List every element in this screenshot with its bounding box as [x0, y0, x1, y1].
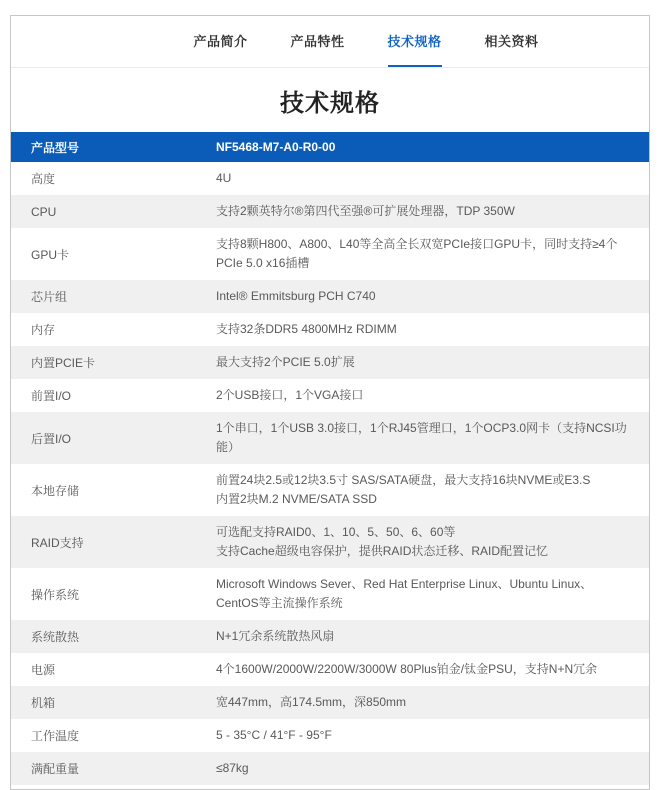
spec-row	[11, 412, 649, 464]
spec-row	[11, 464, 649, 516]
spec-row	[11, 620, 649, 653]
spec-label: 电源	[31, 663, 56, 677]
spec-row	[11, 719, 649, 752]
spec-row	[11, 379, 649, 412]
spec-label: 机箱	[31, 696, 56, 710]
tab-product-intro[interactable]: 产品简介	[193, 34, 248, 49]
tab-tech-specs[interactable]: 技术规格	[388, 16, 442, 67]
spec-table	[11, 132, 649, 785]
spec-value: 4U	[216, 171, 232, 185]
spec-value: 支持8颗H800、A800、L40等全高全长双宽PCIe接口GPU卡，同时支持≥4个PCIe 5.0 x16插槽	[216, 237, 618, 270]
spec-row	[11, 313, 649, 346]
spec-label: 内置PCIE卡	[31, 356, 96, 370]
tab-bar	[11, 16, 649, 68]
spec-label: 工作温度	[31, 729, 80, 743]
tab-related-docs[interactable]: 相关资料	[484, 34, 539, 49]
spec-row	[11, 162, 649, 195]
spec-label: 芯片组	[31, 290, 68, 304]
spec-label: 产品型号	[31, 140, 80, 155]
spec-label: 高度	[31, 172, 56, 186]
spec-value: 支持2颗英特尔®第四代至强®可扩展处理器，TDP 350W	[216, 204, 515, 218]
spec-label: 后置I/O	[31, 431, 72, 446]
spec-label: RAID支持	[31, 535, 84, 550]
spec-value: 可选配支持RAID0、1、10、5、50、6、60等 支持Cache超级电容保护，提供RAID状态迁移、RAID配置记忆	[216, 525, 549, 558]
spec-value: 2个USB接口，1个VGA接口	[216, 388, 364, 402]
spec-label: GPU卡	[31, 247, 70, 262]
spec-label: CPU	[31, 204, 57, 219]
spec-value: 宽447mm，高174.5mm，深850mm	[216, 695, 407, 709]
spec-row-model	[11, 132, 649, 162]
spec-label: 满配重量	[31, 762, 80, 776]
spec-label: 本地存储	[31, 483, 80, 498]
spec-value: 1个串口，1个USB 3.0接口，1个RJ45管理口，1个OCP3.0网卡（支持NCSI功能）	[216, 421, 627, 454]
spec-row	[11, 752, 649, 785]
spec-value: 4个1600W/2000W/2200W/3000W 80Plus铂金/钛金PSU，支持N+N冗余	[216, 662, 598, 676]
spec-value: N+1冗余系统散热风扇	[216, 629, 335, 643]
spec-row	[11, 653, 649, 686]
spec-value: 前置24块2.5或12块3.5寸 SAS/SATA硬盘，最大支持16块NVME或E3.S 内置2块M.2 NVME/SATA SSD	[216, 473, 591, 506]
spec-value: NF5468-M7-A0-R0-00	[216, 139, 336, 154]
spec-label: 操作系统	[31, 587, 80, 602]
spec-row	[11, 346, 649, 379]
spec-label: 内存	[31, 323, 56, 337]
spec-value: 支持32条DDR5 4800MHz RDIMM	[216, 322, 397, 336]
spec-row	[11, 568, 649, 620]
spec-row	[11, 686, 649, 719]
page-container	[10, 15, 650, 790]
spec-row	[11, 195, 649, 228]
spec-row	[11, 516, 649, 568]
spec-value: 最大支持2个PCIE 5.0扩展	[216, 355, 355, 369]
spec-value: 5 - 35°C / 41°F - 95°F	[216, 728, 332, 742]
spec-label: 前置I/O	[31, 389, 72, 403]
section-title-wrap	[11, 68, 649, 132]
spec-value: ≤87kg	[216, 761, 249, 775]
spec-rows	[11, 162, 649, 785]
section-title: 技术规格	[280, 89, 380, 117]
spec-value: Microsoft Windows Sever、Red Hat Enterprise Linux、Ubuntu Linux、CentOS等主流操作系统	[216, 577, 593, 610]
spec-value: Intel® Emmitsburg PCH C740	[216, 289, 376, 303]
spec-row	[11, 280, 649, 313]
tab-product-features[interactable]: 产品特性	[290, 34, 345, 49]
spec-label: 系统散热	[31, 630, 80, 644]
spec-row	[11, 228, 649, 280]
